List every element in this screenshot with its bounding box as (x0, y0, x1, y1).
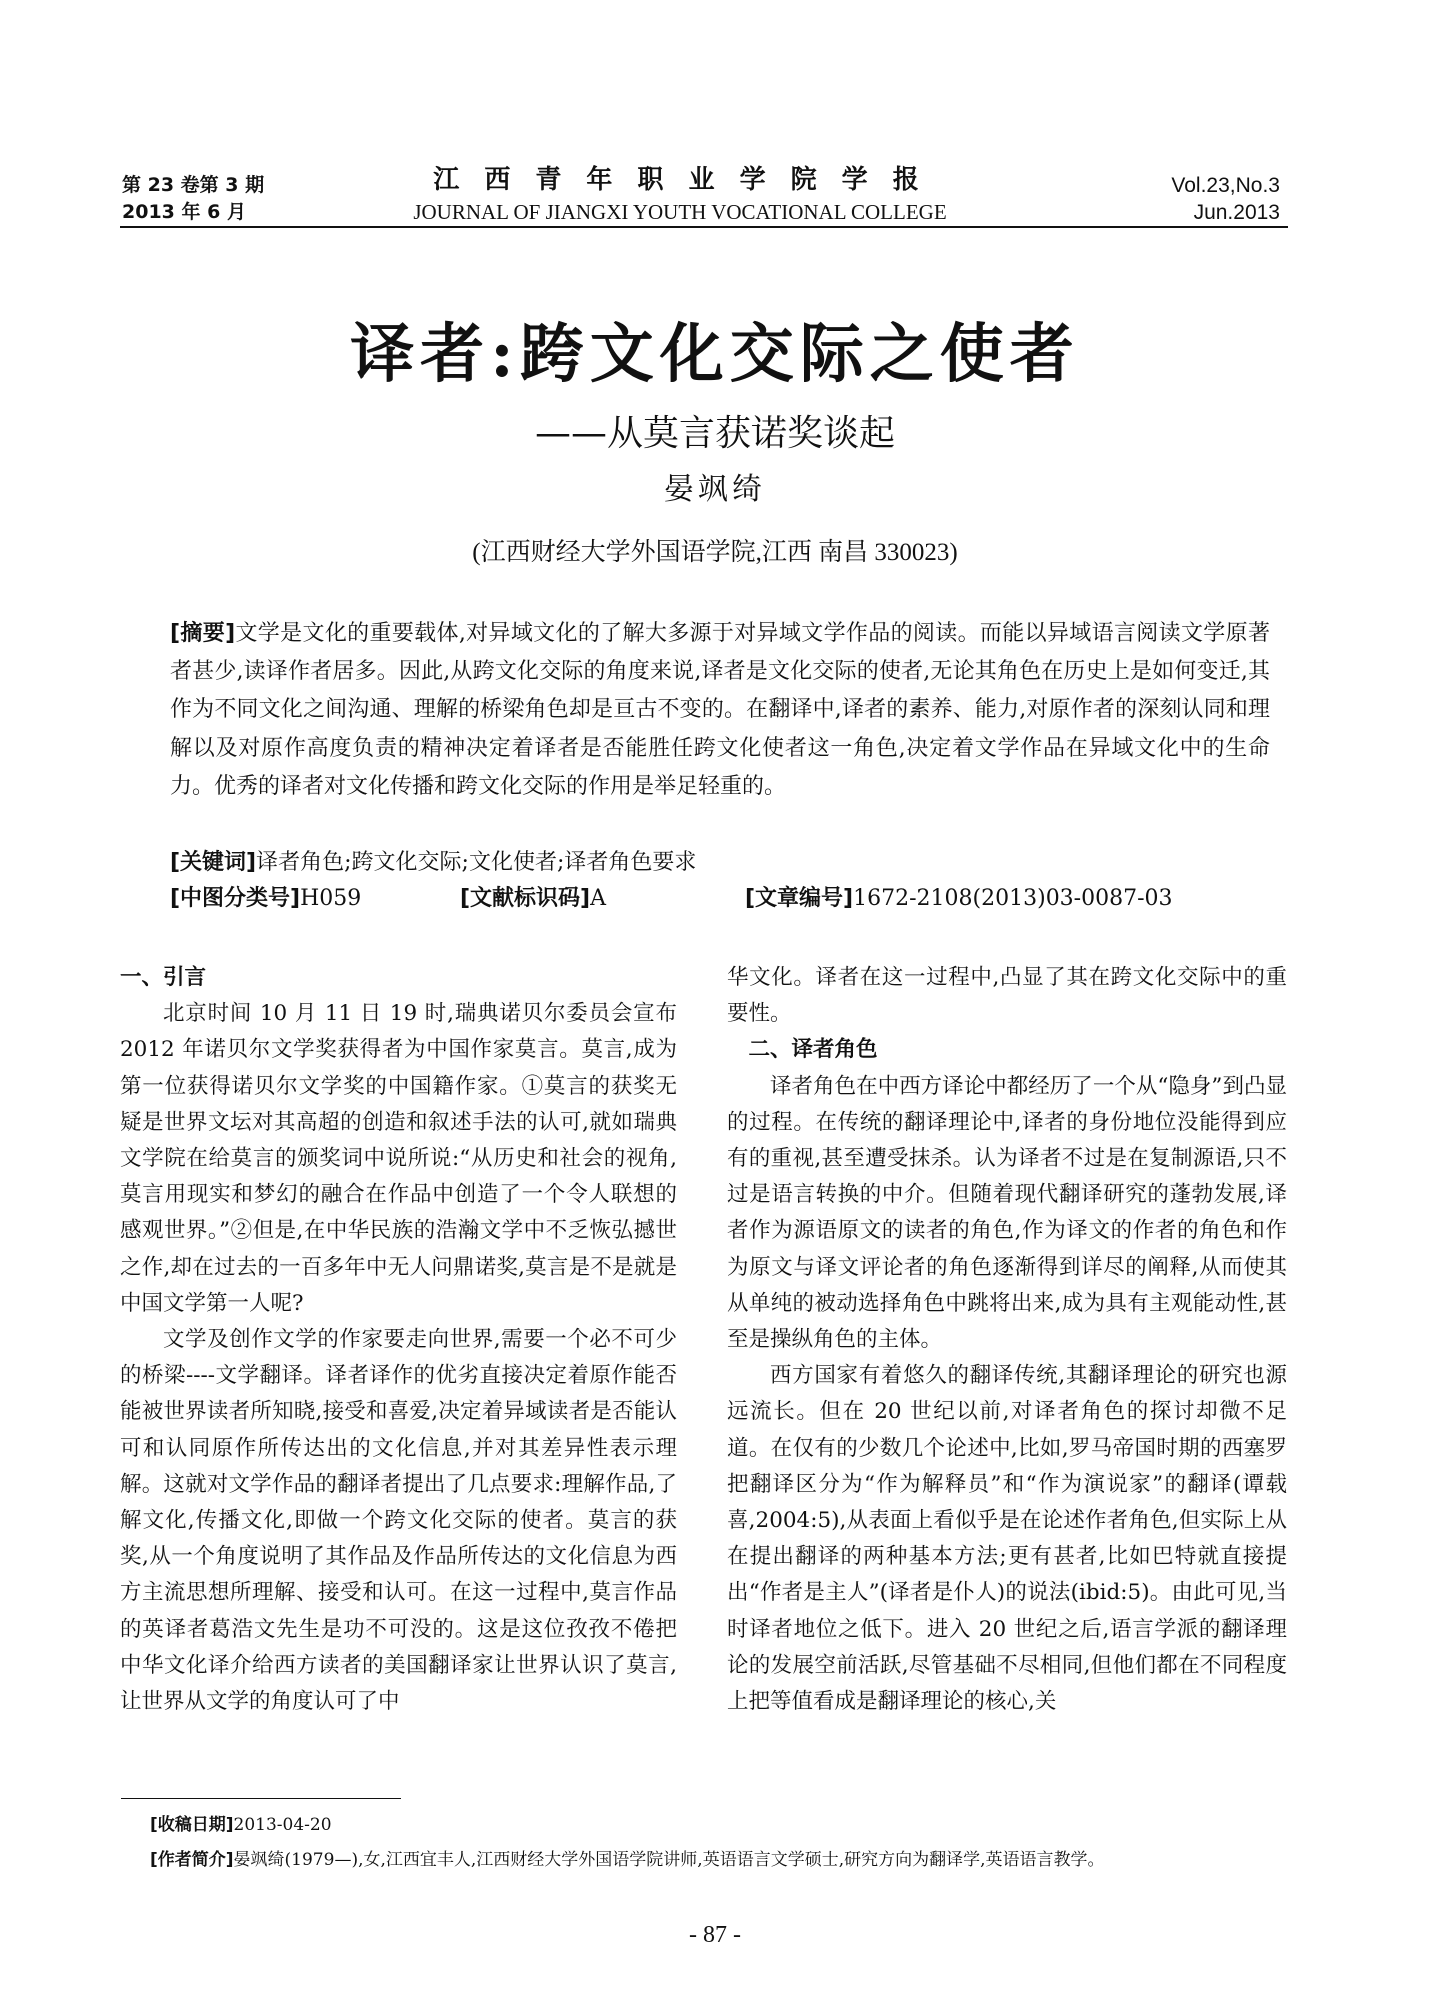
received-label: [收稿日期] (150, 1815, 234, 1835)
page-number: - 87 - (689, 1922, 741, 1948)
bio-label: [作者简介] (150, 1850, 234, 1870)
footnotes (150, 1808, 1300, 1878)
author-affiliation: (江西财经大学外国语学院,江西 南昌 330023) (472, 539, 958, 566)
author-name: 晏飒绮 (664, 472, 766, 507)
abstract (170, 615, 1270, 806)
header-divider (120, 226, 1288, 228)
clc-label: [中图分类号] (170, 886, 301, 911)
clc-code (170, 882, 361, 916)
footnote-divider (121, 1798, 401, 1799)
keywords-label: [关键词] (170, 850, 257, 875)
body-column-left (120, 960, 677, 1720)
received-value: 2013-04-20 (233, 1815, 332, 1835)
section-heading-translator-role: 二、译者角色 (748, 1037, 878, 1063)
journal-issue-info (122, 172, 264, 226)
received-date (150, 1808, 1300, 1843)
issue-date: 2013 年 6 月 (122, 201, 246, 223)
keywords-text: 译者角色;跨文化交际;文化使者;译者角色要求 (256, 850, 697, 875)
journal-masthead (380, 162, 980, 226)
paragraph: 北京时间 10 月 11 日 19 时,瑞典诺贝尔委员会宣布 2012 年诺贝尔文学奖获得者为中国作家莫言。莫言,成为第一位获得诺贝尔文学奖的中国籍作家。①莫言的获奖无疑是世界文坛对其高超的创造和叙述手法的认可,就如瑞典文学院在给莫言的颁奖词中说所说:“从历史和社会的视角,莫言用现实和梦幻的融合在作品中创造了一个令人联想的感观世界。”②但是,在中华民族的浩瀚文学中不乏恢弘撼世之作,却在过去的一百多年中无人问鼎诺奖,莫言是不是就是中国文学第一人呢? (120, 1001, 677, 1316)
section-heading-introduction: 一、引言 (120, 965, 207, 990)
document-code (460, 882, 606, 916)
paragraph: 译者角色在中西方译论中都经历了一个从“隐身”到凸显的过程。在传统的翻译理论中,译者的身份地位没能得到应有的重视,甚至遭受抹杀。认为译者不过是在复制源语,只不过是语言转换的中介。但随着现代翻译研究的蓬勃发展,译者作为源语原文的读者的角色,作为译文的作者的角色和作为原文与译文评论者的角色逐渐得到详尽的阐释,从而使其从单纯的被动选择角色中跳将出来,成为具有主观能动性,甚至是操纵角色的主体。 (727, 1073, 1287, 1353)
issue-date-en: Jun.2013 (1193, 201, 1280, 224)
body-column-right (727, 960, 1287, 1720)
bio-text: 晏飒绮(1979—),女,江西宜丰人,江西财经大学外国语学院讲师,英语语言文学硕士,研究方向为翻译学,英语语言教学。 (233, 1850, 1105, 1870)
keywords (170, 846, 1270, 880)
article-subtitle: ——从莫言获诺奖谈起 (534, 413, 895, 454)
volume-number-en: Vol.23,No.3 (1171, 174, 1280, 197)
author-bio (150, 1843, 1300, 1878)
journal-volume-en (1171, 172, 1280, 226)
paragraph: 文学及创作文学的作家要走向世界,需要一个必不可少的桥梁----文学翻译。译者译作的优劣直接决定着原作能否能被世界读者所知晓,接受和喜爱,决定着异域读者是否能认可和认同原作所传达出的文化信息,并对其差异性表示理解。这就对文学作品的翻译者提出了几点要求:理解作品,了解文化,传播文化,即做一个跨文化交际的使者。莫言的获奖,从一个角度说明了其作品及作品所传达的文化信息为西方主流思想所理解、接受和认可。在这一过程中,莫言作品的英译者葛浩文先生是功不可没的。这是这位孜孜不倦把中华文化译介给西方读者的美国翻译家让世界认识了莫言,让世界从文学的角度认可了中 (120, 1327, 677, 1715)
volume-issue: 第 23 卷第 3 期 (122, 174, 265, 196)
paragraph-continued: 华文化。译者在这一过程中,凸显了其在跨文化交际中的重要性。 (727, 965, 1287, 1027)
article-title: 译者:跨文化交际之使者 (350, 317, 1080, 392)
doc-value: A (590, 886, 607, 911)
article-value: 1672-2108(2013)03-0087-03 (853, 886, 1173, 911)
journal-title-cn: 江 西 青 年 职 业 学 院 学 报 (433, 165, 927, 195)
journal-title-en: JOURNAL OF JIANGXI YOUTH VOCATIONAL COLLEGE (413, 200, 947, 224)
abstract-text: 文学是文化的重要载体,对异域文化的了解大多源于对异域文学作品的阅读。而能以异域语言阅读文学原著者甚少,读译作者居多。因此,从跨文化交际的角度来说,译者是文化交际的使者,无论其角色在历史上是如何变迁,其作为不同文化之间沟通、理解的桥梁角色却是亘古不变的。在翻译中,译者的素养、能力,对原作者的深刻认同和理解以及对原作高度负责的精神决定着译者是否能胜任跨文化使者这一角色,决定着文学作品在异域文化中的生命力。优秀的译者对文化传播和跨文化交际的作用是举足轻重的。 (170, 621, 1270, 799)
clc-value: H059 (300, 886, 362, 911)
article-label: [文章编号] (745, 886, 854, 911)
paragraph: 西方国家有着悠久的翻译传统,其翻译理论的研究也源远流长。但在 20 世纪以前,对译者角色的探讨却微不足道。在仅有的少数几个论述中,比如,罗马帝国时期的西塞罗把翻译区分为“作为解释员”和“作为演说家”的翻译(谭载喜,2004:5),从表面上看似乎是在论述作者角色,但实际上从在提出翻译的两种基本方法;更有甚者,比如巴特就直接提出“作者是主人”(译者是仆人)的说法(ibid:5)。由此可见,当时译者地位之低下。进入 20 世纪之后,语言学派的翻译理论的发展空前活跃,尽管基础不尽相同,但他们都在不同程度上把等值看成是翻译理论的核心,关 (727, 1363, 1287, 1715)
article-number (745, 882, 1173, 916)
doc-label: [文献标识码] (460, 886, 591, 911)
abstract-label: [摘要] (170, 621, 236, 646)
